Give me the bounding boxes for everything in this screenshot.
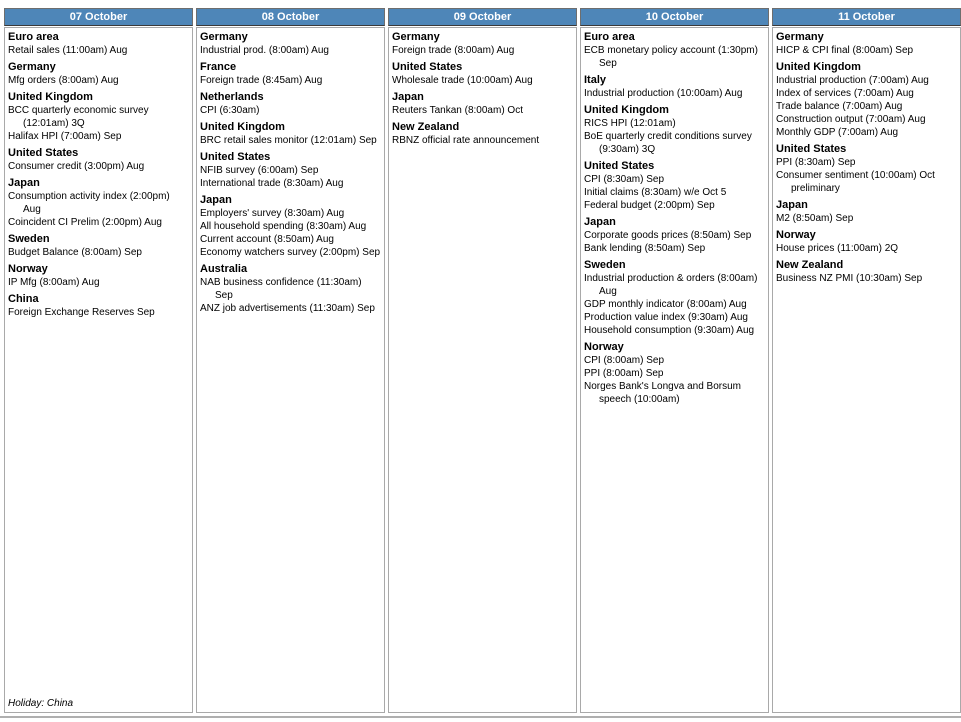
calendar-entry [8,293,189,319]
calendar-entry [584,74,765,100]
calendar-entry [392,31,573,57]
event-item: CPI (8:00am) Sep [584,355,665,366]
country-name: Norway [776,229,816,241]
country-name: China [8,293,39,305]
event-item: Industrial production & orders (8:00am) Aug [584,273,758,297]
event-item: Industrial production (7:00am) Aug [776,75,929,86]
calendar-entry [200,263,381,315]
calendar-entry [200,151,381,190]
event-item: Employers' survey (8:30am) Aug [200,208,345,219]
event-item: Foreign Exchange Reserves Sep [8,307,155,318]
event-item: Initial claims (8:30am) w/e Oct 5 [584,187,727,198]
event-item: NFIB survey (6:00am) Sep [200,165,319,176]
event-item: BRC retail sales monitor (12:01am) Sep [200,135,377,146]
event-item: Trade balance (7:00am) Aug [776,101,903,112]
event-item: CPI (6:30am) [200,105,260,116]
event-item: Consumption activity index (2:00pm) Aug [8,191,170,215]
event-item: NAB business confidence (11:30am) Sep [200,277,362,301]
event-item: Current account (8:50am) Aug [200,234,334,245]
day-column-header: 09 October [388,8,577,26]
event-item: PPI (8:00am) Sep [584,368,664,379]
calendar-entry [392,121,573,147]
event-item: Federal budget (2:00pm) Sep [584,200,715,211]
day-column-3 [388,8,577,713]
country-name: Japan [776,199,808,211]
day-column-body [772,27,961,713]
country-name: Norway [8,263,48,275]
event-item: Construction output (7:00am) Aug [776,114,926,125]
country-name: United States [392,61,463,73]
calendar-entry [8,61,189,87]
calendar-entry [776,143,957,195]
event-item: Budget Balance (8:00am) Sep [8,247,142,258]
calendar-entry [584,31,765,70]
event-item: Foreign trade (8:00am) Aug [392,45,515,56]
country-name: Germany [8,61,56,73]
bottom-divider [0,716,961,718]
calendar-entry [392,91,573,117]
country-name: United States [776,143,847,155]
day-column-body [196,27,385,713]
country-name: United Kingdom [200,121,285,133]
day-column-2 [196,8,385,713]
country-name: New Zealand [392,121,460,133]
day-column-body [388,27,577,713]
event-item: ANZ job advertisements (11:30am) Sep [200,303,375,314]
calendar-entry [8,31,189,57]
event-item: Foreign trade (8:45am) Aug [200,75,323,86]
country-name: Australia [200,263,248,275]
event-item: RICS HPI (12:01am) [584,118,676,129]
country-name: United Kingdom [584,104,669,116]
country-name: Euro area [584,31,635,43]
event-item: Production value index (9:30am) Aug [584,312,748,323]
country-name: United States [584,160,655,172]
calendar-entry [8,177,189,229]
calendar-entry [584,104,765,156]
event-item: Economy watchers survey (2:00pm) Sep [200,247,381,258]
event-item: All household spending (8:30am) Aug [200,221,367,232]
day-column-4 [580,8,769,713]
country-name: Japan [584,216,616,228]
calendar-entry [200,61,381,87]
day-column-header: 07 October [4,8,193,26]
day-column-1 [4,8,193,713]
country-name: Norway [584,341,624,353]
country-name: Japan [8,177,40,189]
day-column-header: 08 October [196,8,385,26]
event-item: M2 (8:50am) Sep [776,213,854,224]
event-item: Monthly GDP (7:00am) Aug [776,127,899,138]
country-name: New Zealand [776,259,844,271]
country-name: Netherlands [200,91,264,103]
calendar-entry [8,263,189,289]
event-item: HICP & CPI final (8:00am) Sep [776,45,914,56]
calendar-entry [584,160,765,212]
country-name: Germany [392,31,440,43]
calendar-entry [776,199,957,225]
day-column-5 [772,8,961,713]
calendar-entry [776,229,957,255]
calendar-entry [8,91,189,143]
event-item: Bank lending (8:50am) Sep [584,243,706,254]
calendar-entry [584,216,765,255]
event-item: CPI (8:30am) Sep [584,174,665,185]
country-name: United States [200,151,271,163]
country-name: United Kingdom [8,91,93,103]
country-name: Japan [200,194,232,206]
economic-calendar-table [4,8,958,713]
calendar-entry [776,259,957,285]
day-column-body [580,27,769,713]
event-item: Retail sales (11:00am) Aug [8,45,128,56]
calendar-entry [584,259,765,337]
calendar-entry [200,91,381,117]
event-item: IP Mfg (8:00am) Aug [8,277,100,288]
calendar-entry [776,61,957,139]
event-item: Industrial production (10:00am) Aug [584,88,743,99]
day-column-body [4,27,193,713]
calendar-entry [200,121,381,147]
event-item: Consumer sentiment (10:00am) Oct preliminary [776,170,935,194]
country-name: France [200,61,237,73]
calendar-entry [776,31,957,57]
country-name: Italy [584,74,607,86]
event-item: Coincident CI Prelim (2:00pm) Aug [8,217,162,228]
event-item: BoE quarterly credit conditions survey (9:30am) 3Q [584,131,752,155]
calendar-entry [584,341,765,406]
country-name: Germany [776,31,824,43]
calendar-entry [8,147,189,173]
country-name: United States [8,147,79,159]
event-item: PPI (8:30am) Sep [776,157,856,168]
country-name: United Kingdom [776,61,861,73]
country-name: Sweden [584,259,626,271]
event-item: International trade (8:30am) Aug [200,178,344,189]
event-item: Corporate goods prices (8:50am) Sep [584,230,752,241]
country-name: Japan [392,91,424,103]
event-item: Mfg orders (8:00am) Aug [8,75,119,86]
event-item: Consumer credit (3:00pm) Aug [8,161,145,172]
event-item: Reuters Tankan (8:00am) Oct [392,105,523,116]
event-item: BCC quarterly economic survey (12:01am) 3Q [8,105,149,129]
holiday-note: Holiday: China [8,698,74,709]
event-item: Halifax HPI (7:00am) Sep [8,131,122,142]
day-column-header: 10 October [580,8,769,26]
country-name: Sweden [8,233,50,245]
event-item: GDP monthly indicator (8:00am) Aug [584,299,747,310]
event-item: ECB monetary policy account (1:30pm) Sep [584,45,758,69]
calendar-entry [392,61,573,87]
event-item: Index of services (7:00am) Aug [776,88,914,99]
calendar-entry [200,194,381,259]
country-name: Germany [200,31,248,43]
event-item: Wholesale trade (10:00am) Aug [392,75,533,86]
calendar-entry [8,233,189,259]
day-column-header: 11 October [772,8,961,26]
country-name: Euro area [8,31,59,43]
event-item: Industrial prod. (8:00am) Aug [200,45,329,56]
calendar-entry [200,31,381,57]
event-item: House prices (11:00am) 2Q [776,243,899,254]
event-item: RBNZ official rate announcement [392,135,540,146]
event-item: Household consumption (9:30am) Aug [584,325,755,336]
event-item: Business NZ PMI (10:30am) Sep [776,273,923,284]
event-item: Norges Bank's Longva and Borsum speech (10:00am) [584,381,741,405]
